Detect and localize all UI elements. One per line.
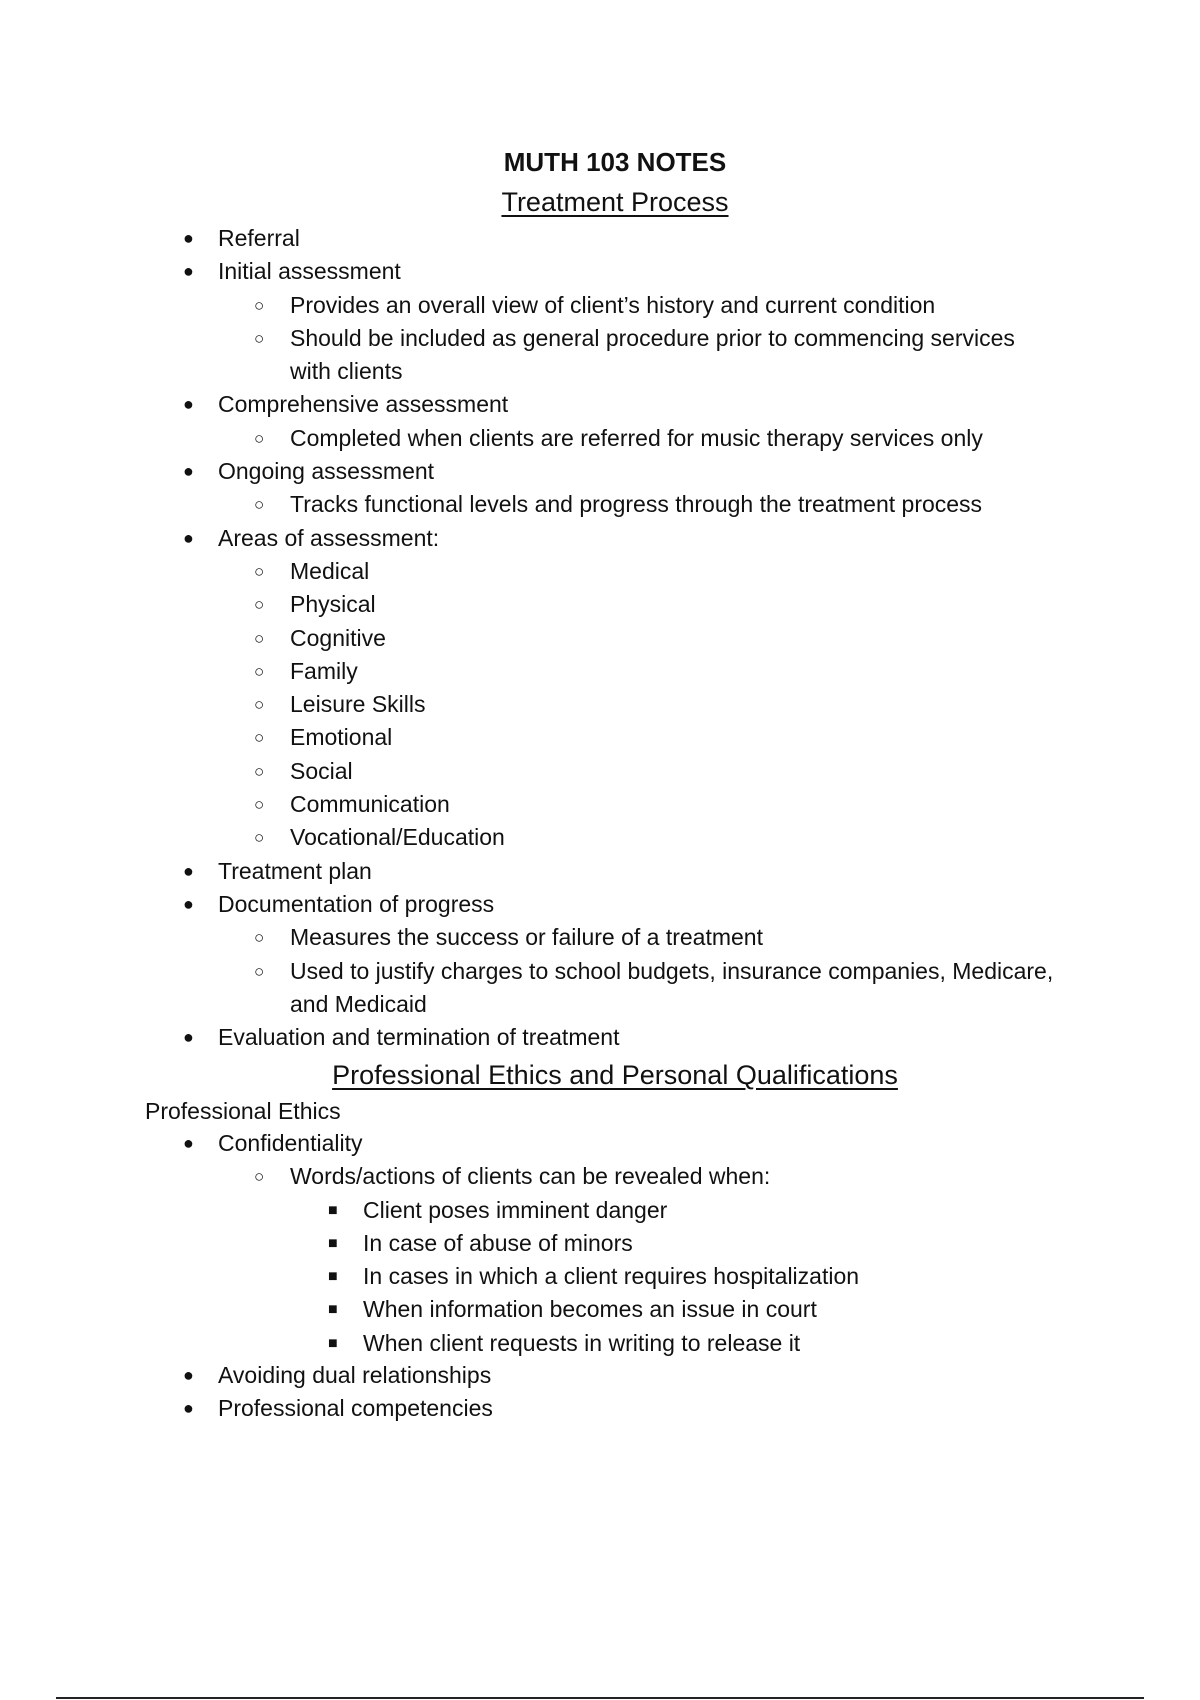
list-item-text: Provides an overall view of client’s history and current condition (290, 291, 936, 318)
list-item-text: Client poses imminent danger (363, 1196, 668, 1223)
professional-ethics-list-continued (0, 1359, 1200, 1426)
list-item (0, 655, 1200, 688)
list-item (0, 1260, 1200, 1293)
list-item-text: Tracks functional levels and progress through the treatment process (290, 491, 983, 518)
list-item (0, 1392, 1200, 1425)
hollow-circle-bullet-icon: ○ (254, 928, 265, 948)
square-bullet-icon: ■ (328, 1201, 338, 1219)
filled-circle-bullet-icon: ● (183, 893, 194, 914)
list-item-text: Evaluation and termination of treatment (218, 1024, 620, 1051)
list-item (0, 1293, 1200, 1326)
list-item (0, 888, 1200, 921)
list-item-text: Areas of assessment: (218, 524, 440, 551)
list-item-text: When client requests in writing to release it (363, 1329, 801, 1356)
list-item-text: Comprehensive assessment (218, 391, 509, 418)
list-item (0, 955, 1200, 1022)
list-item-text: Professional competencies (218, 1395, 493, 1422)
list-item (0, 522, 1200, 555)
list-item-text: Referral (218, 225, 300, 251)
hollow-circle-bullet-icon: ○ (254, 761, 265, 781)
list-item (0, 855, 1200, 888)
filled-circle-bullet-icon: ● (183, 461, 194, 482)
hollow-circle-bullet-icon: ○ (254, 661, 265, 681)
list-item (0, 688, 1200, 721)
list-item (0, 821, 1200, 854)
list-item (0, 455, 1200, 488)
list-item-text: Confidentiality (218, 1130, 363, 1156)
list-item-text: Avoiding dual relationships (218, 1362, 492, 1388)
list-item-text: When information becomes an issue in court (363, 1296, 817, 1323)
hollow-circle-bullet-icon: ○ (254, 795, 265, 815)
list-item-text: In cases in which a client requires hospitalization (363, 1263, 860, 1290)
list-item (0, 1327, 1200, 1360)
list-item (0, 1227, 1200, 1260)
hollow-circle-bullet-icon: ○ (254, 561, 265, 581)
hollow-circle-bullet-icon: ○ (254, 728, 265, 748)
filled-circle-bullet-icon: ● (183, 860, 194, 881)
square-bullet-icon: ■ (328, 1268, 338, 1286)
hollow-circle-bullet-icon: ○ (254, 828, 265, 848)
list-item (0, 1194, 1200, 1227)
list-item (0, 388, 1200, 421)
list-item (0, 488, 1200, 521)
section-heading-treatment-process: Treatment Process (501, 187, 729, 217)
list-item (0, 222, 1200, 255)
list-item-text: In case of abuse of minors (363, 1229, 633, 1256)
square-bullet-icon: ■ (328, 1301, 338, 1319)
square-bullet-icon: ■ (328, 1234, 338, 1252)
list-item-text: Vocational/Education (290, 824, 505, 851)
list-item (0, 1021, 1200, 1054)
hollow-circle-bullet-icon: ○ (254, 428, 265, 448)
list-item-text: Words/actions of clients can be revealed when: (290, 1163, 771, 1190)
list-item-text: Family (290, 657, 358, 684)
list-item (0, 921, 1200, 954)
hollow-circle-bullet-icon: ○ (254, 495, 265, 515)
hollow-circle-bullet-icon: ○ (254, 961, 265, 981)
list-item-text: Emotional (290, 724, 393, 751)
document-title: MUTH 103 NOTES (503, 147, 727, 177)
section-heading-professional-ethics: Professional Ethics and Personal Qualifications (332, 1060, 898, 1090)
subsection-label-professional-ethics: Professional Ethics (145, 1098, 341, 1124)
list-item-text: Should be included as general procedure prior to commencing services with clients (290, 324, 1015, 385)
page-bottom-divider (56, 1697, 1144, 1699)
list-item (0, 721, 1200, 754)
list-item (0, 255, 1200, 288)
professional-ethics-list (0, 1127, 1200, 1360)
hollow-circle-bullet-icon: ○ (254, 1167, 265, 1187)
filled-circle-bullet-icon: ● (183, 1365, 194, 1385)
list-item (0, 555, 1200, 588)
treatment-process-list (0, 222, 1200, 1054)
list-item (0, 322, 1200, 389)
hollow-circle-bullet-icon: ○ (254, 628, 265, 648)
filled-circle-bullet-icon: ● (183, 261, 194, 282)
list-item-text: Social (290, 757, 353, 784)
hollow-circle-bullet-icon: ○ (254, 695, 265, 715)
hollow-circle-bullet-icon: ○ (254, 595, 265, 615)
filled-circle-bullet-icon: ● (183, 394, 194, 415)
list-item-text: Physical (290, 591, 376, 618)
filled-circle-bullet-icon: ● (183, 1133, 194, 1153)
list-item (0, 422, 1200, 455)
filled-circle-bullet-icon: ● (183, 1027, 194, 1048)
list-item (0, 1127, 1200, 1160)
list-item (0, 1160, 1200, 1193)
list-item (0, 755, 1200, 788)
list-item-text: Leisure Skills (290, 691, 426, 718)
filled-circle-bullet-icon: ● (183, 1398, 194, 1419)
list-item-text: Medical (290, 557, 370, 584)
list-item-text: Initial assessment (218, 258, 401, 285)
list-item (0, 588, 1200, 621)
list-item-text: Measures the success or failure of a treatment (290, 924, 763, 951)
list-item-text: Ongoing assessment (218, 458, 435, 485)
filled-circle-bullet-icon: ● (183, 228, 194, 248)
hollow-circle-bullet-icon: ○ (254, 328, 265, 348)
filled-circle-bullet-icon: ● (183, 527, 194, 548)
hollow-circle-bullet-icon: ○ (254, 295, 265, 315)
list-item-text: Documentation of progress (218, 890, 495, 917)
square-bullet-icon: ■ (328, 1334, 338, 1352)
list-item (0, 622, 1200, 655)
list-item (0, 289, 1200, 322)
list-item-text: Used to justify charges to school budgets, insurance companies, Medicare, and Medicaid (290, 957, 1054, 1017)
list-item (0, 788, 1200, 821)
list-item (0, 1359, 1200, 1392)
list-item-text: Completed when clients are referred for music therapy services only (290, 424, 983, 451)
list-item-text: Cognitive (290, 624, 386, 651)
list-item-text: Communication (290, 791, 450, 818)
list-item-text: Treatment plan (218, 857, 372, 884)
